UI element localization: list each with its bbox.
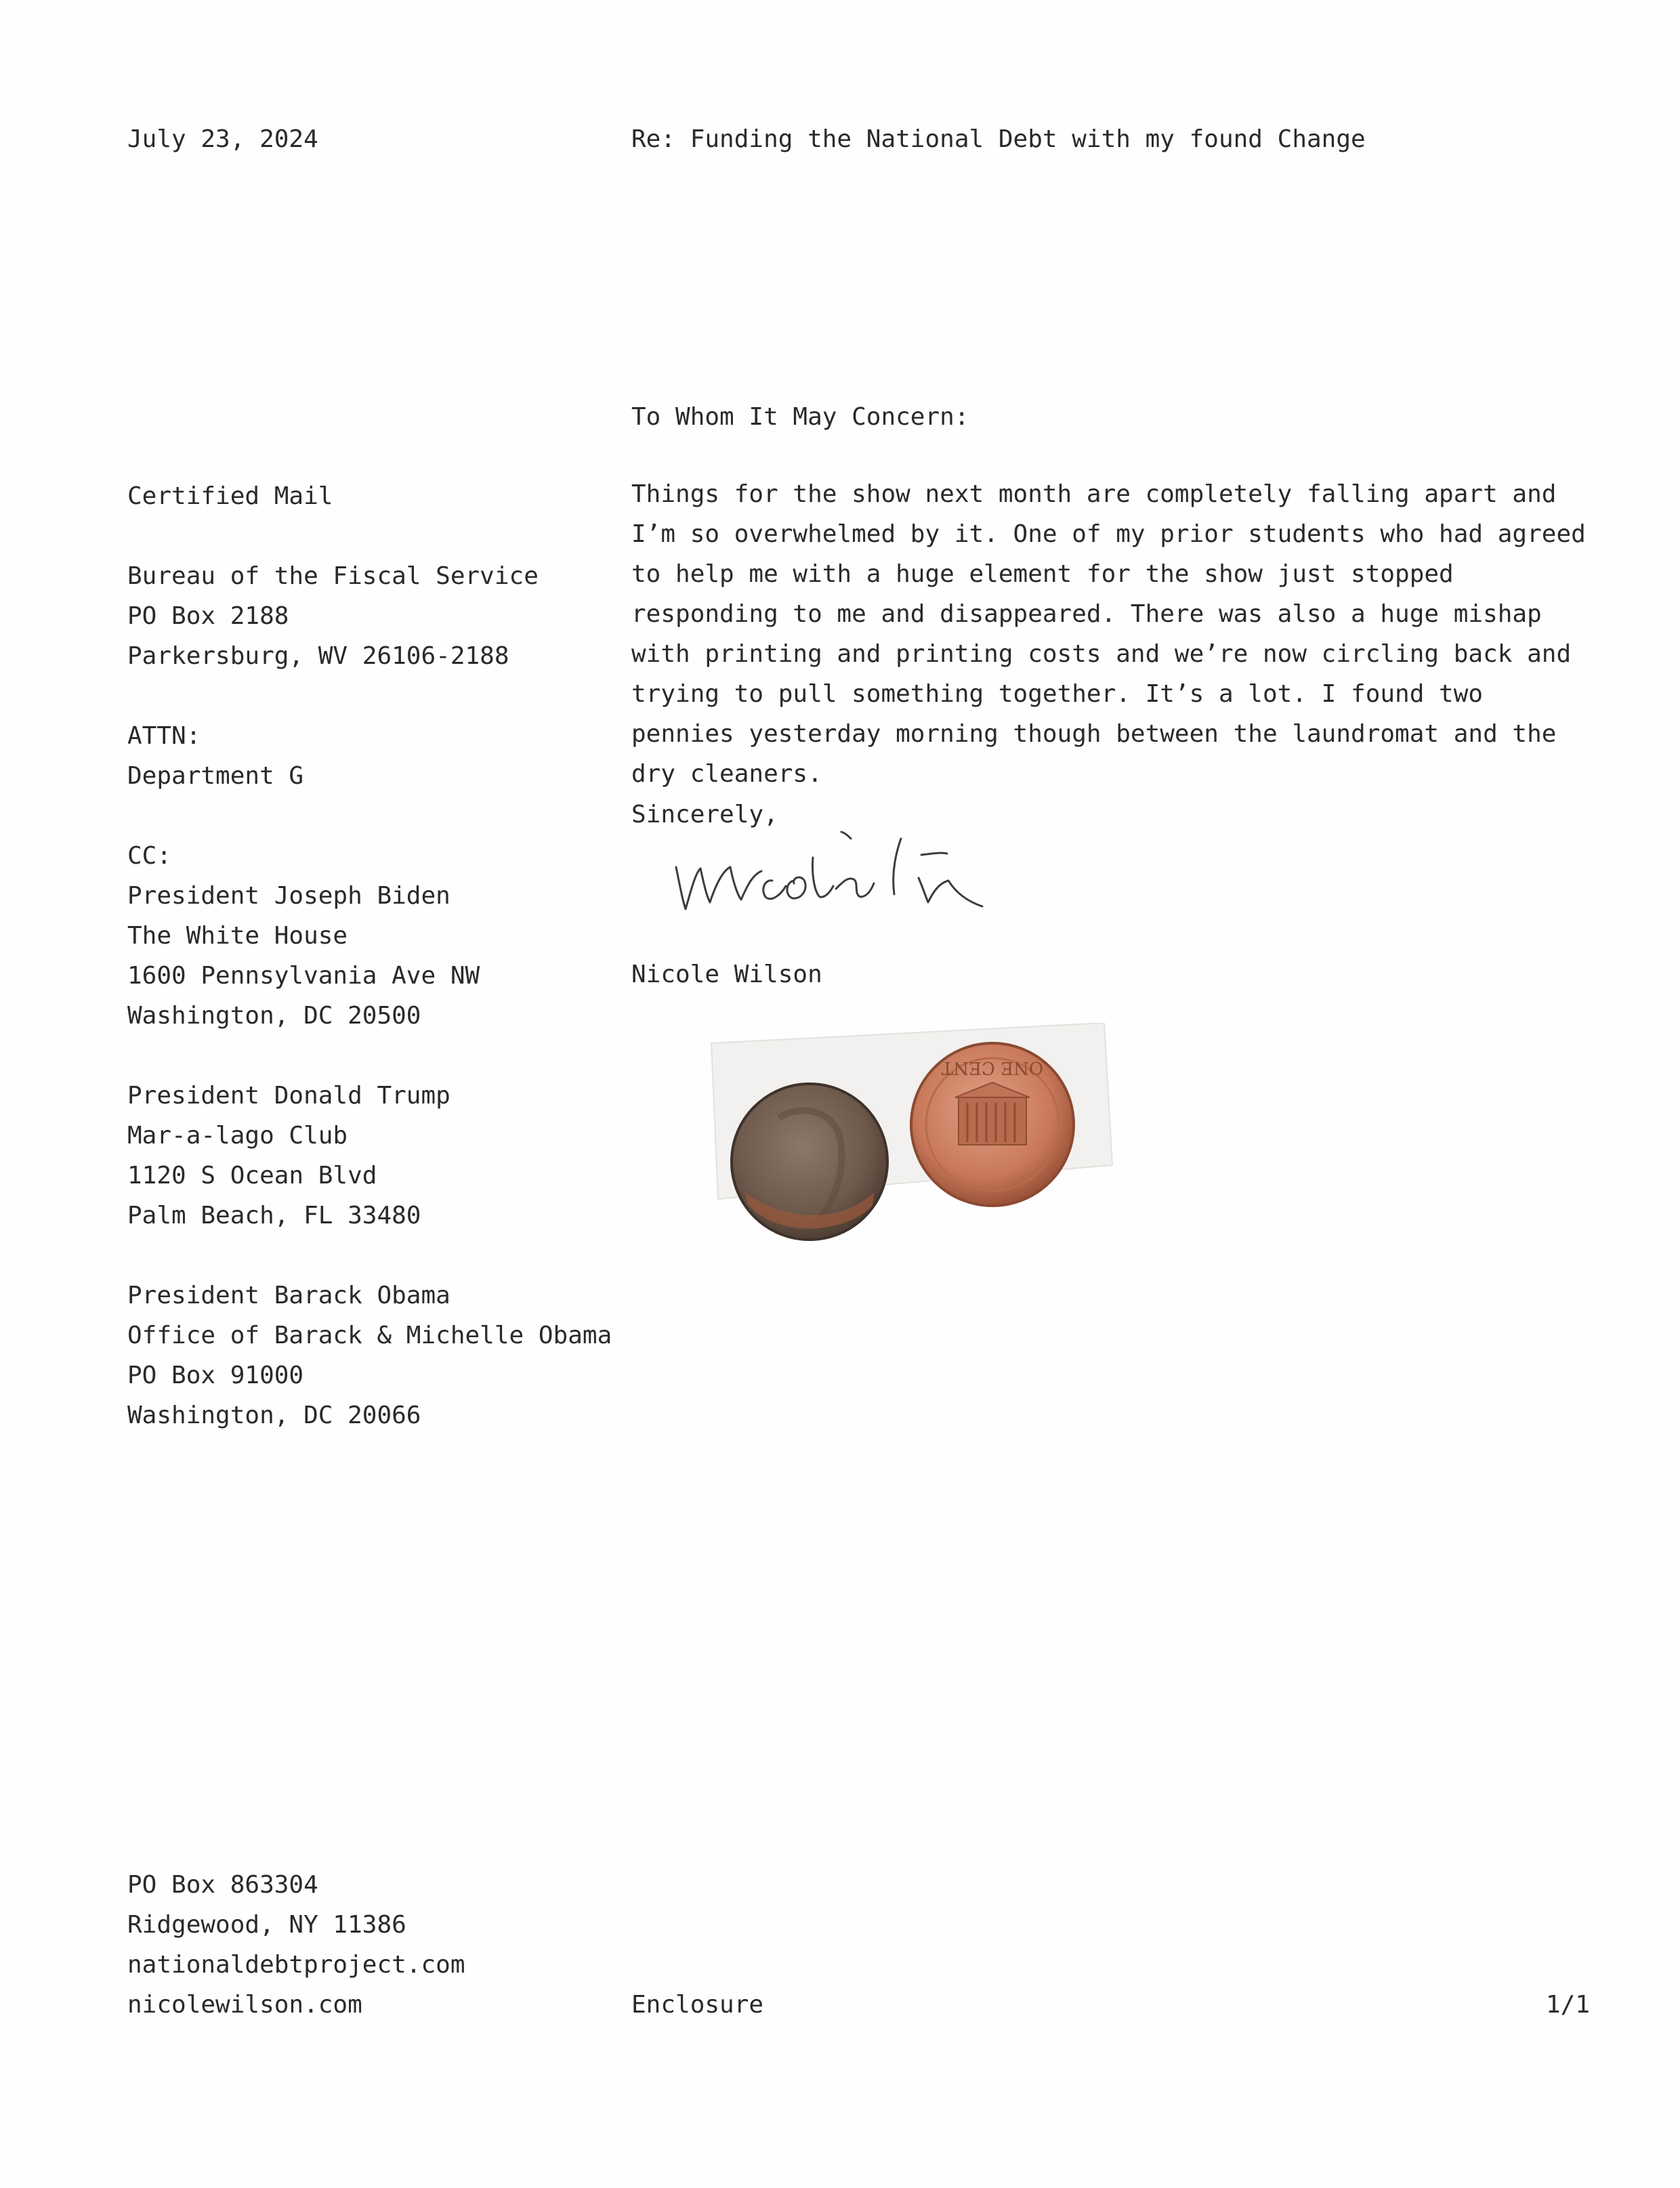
recipient-line: Bureau of the Fiscal Service (127, 562, 539, 590)
footer-address-line: Ridgewood, NY 11386 (127, 1911, 406, 1939)
footer-website[interactable]: nationaldebtproject.com (127, 1951, 465, 1979)
worn-penny (732, 1084, 887, 1240)
mail-type: Certified Mail (127, 482, 333, 510)
bright-penny (911, 1043, 1074, 1206)
recipient-line: PO Box 2188 (127, 602, 289, 630)
cc-line: President Donald Trump (127, 1082, 450, 1110)
footer-address (127, 1865, 465, 2025)
salutation: To Whom It May Concern: (631, 403, 969, 431)
cc-line: 1120 S Ocean Blvd (127, 1162, 377, 1190)
recipient-line: Parkersburg, WV 26106-2188 (127, 642, 509, 670)
cc-line: President Barack Obama (127, 1282, 450, 1309)
cc-line: The White House (127, 922, 348, 950)
attn-value: Department G (127, 762, 304, 790)
footer-website[interactable]: nicolewilson.com (127, 1991, 362, 2019)
letter-date: July 23, 2024 (127, 125, 318, 153)
cc-line: Office of Barack & Michelle Obama (127, 1322, 612, 1349)
cc-line: Washington, DC 20066 (127, 1402, 421, 1429)
footer-address-line: PO Box 863304 (127, 1871, 318, 1899)
coin-text: ONE CENT (941, 1057, 1044, 1078)
page-number: 1/1 (1546, 1991, 1591, 2019)
signature-name: Nicole Wilson (631, 961, 822, 988)
cc-line: Palm Beach, FL 33480 (127, 1202, 421, 1229)
cc-line: 1600 Pennsylvania Ave NW (127, 962, 480, 990)
handwritten-signature (671, 826, 1050, 935)
attn-label: ATTN: (127, 722, 201, 750)
cc-line: Washington, DC 20500 (127, 1002, 421, 1030)
cc-line: Mar-a-lago Club (127, 1122, 348, 1150)
enclosure-note: Enclosure (631, 1991, 764, 2019)
cc-label: CC: (127, 842, 172, 870)
taped-pennies-image (698, 1023, 1131, 1260)
left-column (127, 476, 612, 1435)
closing: Sincerely, (631, 801, 778, 828)
cc-line: PO Box 91000 (127, 1362, 304, 1389)
letter-subject: Re: Funding the National Debt with my found Change (631, 125, 1366, 153)
cc-line: President Joseph Biden (127, 882, 450, 910)
letter-body: Things for the show next month are completely falling apart and I’m so overwhelmed by it. One of my prior students who had agreed to help me with a huge element for the show just stopped responding to me and disappeared. There was also a huge mishap with printing and printing costs and we’re now circling back and trying to pull something together. It’s a lot. I found two pennies yesterday morning though between the laundromat and the dry cleaners. (631, 480, 1586, 788)
